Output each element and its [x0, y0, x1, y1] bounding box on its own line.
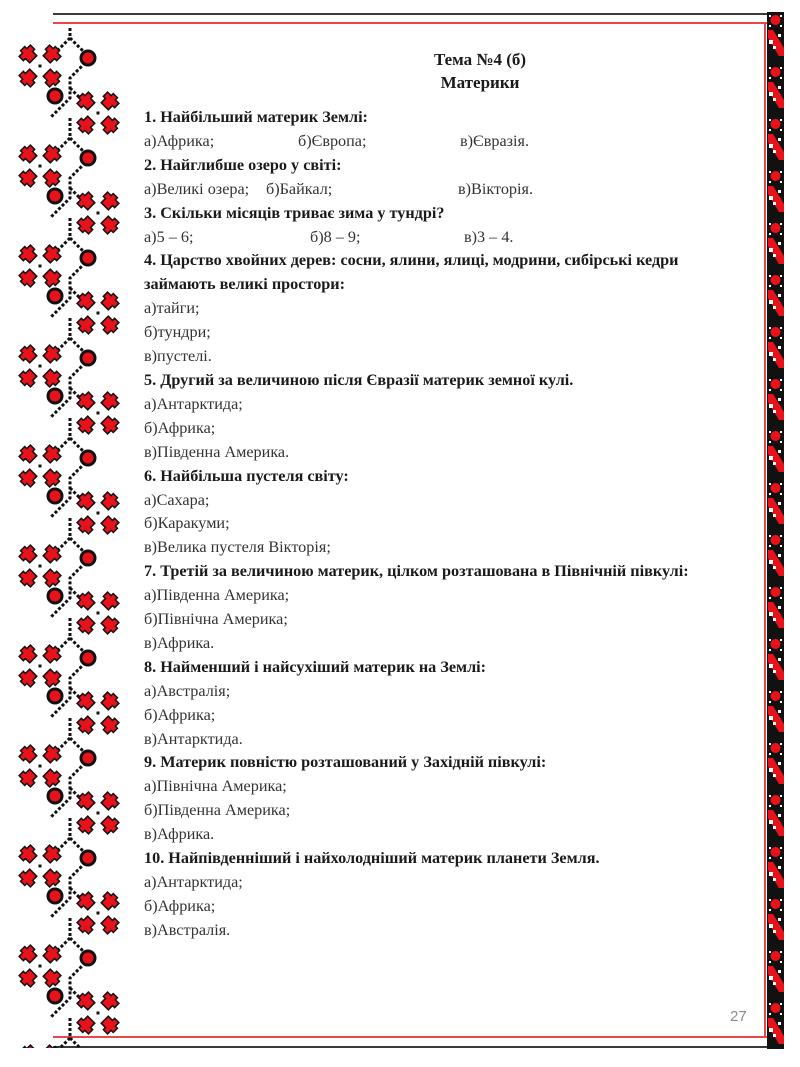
answer-option[interactable]: б)Північна Америка; [144, 610, 288, 629]
frame-top-red-line [53, 22, 767, 24]
question-text: Найбільший материк Землі: [160, 108, 368, 126]
answer-option[interactable]: б)Африка; [144, 896, 216, 915]
answer-option[interactable]: в)Австралія. [144, 920, 231, 939]
question-text: Найменший і найсухіший материк на Землі: [160, 657, 487, 676]
question-5 [144, 369, 754, 393]
question-number: 2. [144, 155, 157, 174]
question-text: Скільки місяців триває зима у тундрі? [160, 203, 445, 222]
topic-heading: Тема №4 (б) [433, 50, 527, 69]
ornament-motif [17, 518, 120, 636]
question-number: 9. [144, 753, 157, 772]
ornament-motif [17, 418, 120, 536]
question-text: Царство хвойних дерев: сосни, ялини, ялиці, модрини, сибірські кедри займають великі простори: [144, 251, 679, 294]
answer-option[interactable]: в)Африка. [144, 633, 215, 652]
question-10 [144, 847, 754, 871]
answer-option[interactable]: б)Південна Америка; [144, 801, 291, 820]
answer-option[interactable]: в)Вікторія. [458, 179, 534, 198]
answer-option[interactable]: б)Африка; [144, 705, 216, 724]
question-2 [144, 154, 754, 178]
ornament-motif [17, 818, 120, 936]
question-8 [144, 656, 754, 680]
frame-right-red-line [764, 22, 766, 1038]
page-number: 27 [730, 1008, 747, 1025]
question-text: Найбільша пустеля світу: [160, 466, 349, 485]
answer-option[interactable]: в)Південна Америка. [144, 442, 290, 461]
question-text: Найглибше озеро у світі: [160, 155, 342, 174]
question-1 [144, 106, 754, 130]
question-number: 4. [144, 251, 157, 270]
strip-background [767, 12, 784, 1049]
answer-option[interactable]: в)Євразія. [460, 131, 530, 150]
question-number: 6. [144, 466, 157, 485]
answer-option[interactable]: а)тайги; [144, 299, 200, 318]
answer-option[interactable]: а)Південна Америка; [144, 586, 290, 605]
answer-option[interactable]: б)тундри; [144, 323, 211, 342]
question-number: 8. [144, 657, 157, 676]
answer-options-row [144, 226, 754, 250]
ornament-motif [17, 718, 120, 836]
answer-option[interactable]: в)Велика пустеля Вікторія; [144, 538, 331, 557]
question-number: 5. [144, 370, 157, 389]
frame-top-dark-line [53, 13, 783, 15]
question-number: 10. [144, 849, 165, 868]
answer-option[interactable]: а)Австралія; [144, 681, 231, 700]
ornament-motif [17, 618, 120, 736]
ornament-motif [17, 28, 120, 136]
question-text: Другий за величиною після Євразії материк земної кулі. [160, 370, 574, 389]
answer-option[interactable]: в)Антарктида. [144, 729, 243, 748]
answer-option[interactable]: а)Антарктида; [144, 394, 243, 413]
frame-bottom-dark-line [53, 1046, 783, 1048]
question-number: 3. [144, 203, 157, 222]
answer-option[interactable]: б)Африка; [144, 418, 216, 437]
answer-options-row [144, 130, 754, 154]
question-3 [144, 202, 754, 226]
ornament-motif [17, 218, 120, 336]
question-text: Материк повністю розташований у Західній півкулі: [160, 753, 547, 772]
question-text: Третій за величиною материк, цілком розташована в Північній півкулі: [160, 562, 689, 581]
answer-option[interactable]: а)5 – 6; [144, 227, 194, 246]
question-4 [144, 249, 754, 297]
answer-option[interactable]: б)Байкал; [266, 179, 333, 198]
answer-option[interactable]: а)Сахара; [144, 490, 210, 509]
question-text: Найпівденніший і найхолодніший материк планети Земля. [168, 849, 600, 868]
document-title [380, 48, 580, 94]
ornament-motif [17, 918, 120, 1036]
frame-bottom-red-line [53, 1036, 767, 1038]
answer-option[interactable]: в)3 – 4. [464, 227, 514, 246]
quiz-content [144, 106, 754, 943]
answer-option[interactable]: в)пустелі. [144, 347, 212, 366]
subtitle-heading: Материки [440, 73, 520, 92]
right-embroidery-border [767, 12, 784, 1049]
ornament-motif [17, 118, 120, 236]
ornament-motif [17, 318, 120, 436]
left-embroidery-ornament [10, 28, 120, 1048]
answer-option[interactable]: а)Північна Америка; [144, 777, 287, 796]
question-7 [144, 560, 754, 584]
answer-option[interactable]: б)Європа; [298, 131, 367, 150]
answer-option[interactable]: в)Африка. [144, 825, 215, 844]
question-9 [144, 751, 754, 775]
answer-option[interactable]: а)Великі озера; [144, 179, 250, 198]
answer-option[interactable]: б)8 – 9; [310, 227, 361, 246]
answer-option[interactable]: б)Каракуми; [144, 514, 230, 533]
answer-options-row [144, 178, 754, 202]
question-number: 7. [144, 562, 157, 581]
question-6 [144, 465, 754, 489]
answer-option[interactable]: а)Африка; [144, 131, 215, 150]
question-number: 1. [144, 108, 157, 126]
answer-option[interactable]: а)Антарктида; [144, 873, 243, 891]
